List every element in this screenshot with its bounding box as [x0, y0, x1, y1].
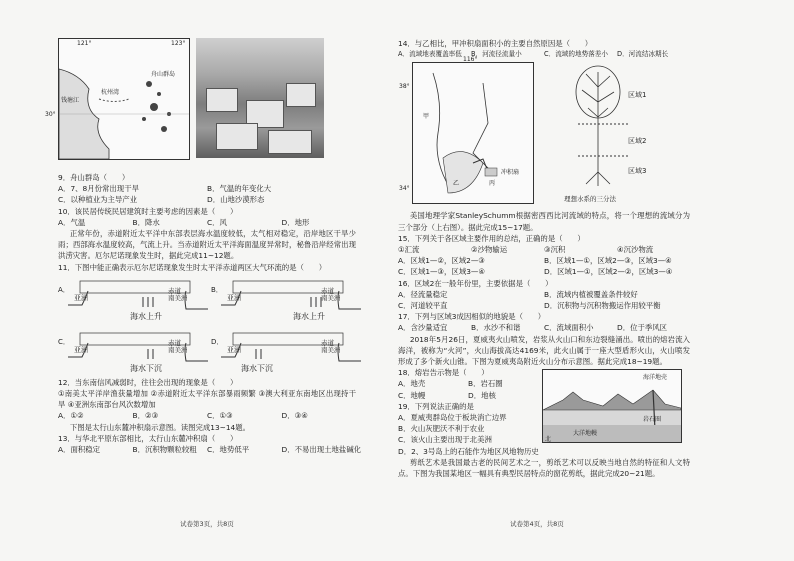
passage-11-12: 正常年份，赤道附近太平洋中东部表层海水温度较低，太气相对稳定，沿岸地区干旱少雨；西部海水温度较高，气流上升。当赤道附近太平洋海面温度异常时，秘鲁沿岸经常出现洪涝灾害。厄尔尼诺现象发生时，据此完成11~12题。	[58, 229, 356, 261]
diagram-d-label: D．	[211, 337, 224, 346]
q13-option-b[interactable]: B．沉积物颗粒较粗	[132, 445, 197, 455]
question-12: 12．当东南信风减弱时，往往会出现的现象是（ ）	[58, 377, 238, 387]
q17-option-a[interactable]: A．含沙量适宜	[398, 323, 448, 333]
q9-option-c[interactable]: C．以种植业为主导产业	[58, 195, 138, 205]
diagram-d-asia: 亚洲	[227, 345, 241, 354]
q18-option-a[interactable]: A．地壳	[398, 379, 426, 389]
question-16: 16．区域2在一般年份里，主要依据是（ ）	[398, 278, 553, 288]
q10-option-b[interactable]: B．降水	[132, 217, 160, 227]
q15-option-d[interactable]: D．区域1—①，区域2—②，区域3—④	[544, 267, 673, 277]
q18-options-2	[398, 390, 538, 401]
question-10: 10．该民居传统民居建筑时主要考虑的因素是（ ）	[58, 206, 238, 216]
q14-option-d[interactable]: D．河流结冰期长	[617, 50, 669, 59]
q16-option-c[interactable]: C．河道较平直	[398, 301, 448, 311]
question-15: 15．下列关于各区域主要作用的总结，正确的是（ ）	[398, 233, 585, 243]
left-page-footer: 试卷第3页，共8页	[180, 520, 234, 528]
q10-option-a[interactable]: A．气温	[58, 217, 86, 227]
right-page-footer: 试卷第4页，共8页	[510, 520, 564, 528]
diagram-c-america: 赤道 南美洲	[168, 338, 188, 354]
diagram-a-label: A．	[58, 285, 70, 294]
hawaii-volcano-diagram	[542, 369, 682, 443]
city-label: 钱塘江	[61, 97, 80, 104]
passage-15-17: 美国地理学家StanleySchumm根据密西西比河流域的特点，将一个理想的流域分为三个部分（上右图）。据此完成15~17题。	[398, 211, 690, 232]
zone-1-label: 区域1	[628, 91, 647, 100]
map-label-bing: 丙	[489, 180, 496, 188]
q14-option-a[interactable]: A．流域地表覆盖率低	[398, 50, 462, 59]
q15-option-a[interactable]: A．区域1—②，区域2—③	[398, 256, 485, 266]
q19-option-c[interactable]: C．该火山主要出现于北美洲	[398, 435, 492, 445]
q9-option-a[interactable]: A．7、8月份常出现干旱	[58, 184, 139, 194]
volc-label-north: 北	[545, 436, 552, 444]
stone-house-photo	[196, 38, 324, 158]
diagram-b-sea: 海水上升	[293, 311, 325, 321]
map-label-jia: 甲	[423, 113, 430, 121]
q14-option-c[interactable]: C．流域的地势落差小	[544, 50, 608, 59]
figures-row	[398, 56, 690, 210]
question-14: 14．与乙相比，甲冲积扇面积小的主要自然原因是（ ）	[398, 39, 593, 48]
passage-13-14: 下图是太行山东麓冲积扇示意图。读图完成13~14题。	[69, 422, 251, 432]
q17-option-c[interactable]: C．流域面积小	[544, 323, 594, 333]
q15-items	[398, 244, 690, 255]
q12-option-a[interactable]: A．①②	[58, 411, 84, 421]
q15-item-2: ②沙物输运	[471, 245, 508, 255]
q18-options-1	[398, 378, 538, 389]
q10-option-d[interactable]: D．地形	[281, 217, 310, 227]
diagram-b-asia: 亚洲	[227, 293, 241, 302]
circulation-option-a[interactable]	[58, 275, 203, 323]
q16-options-2	[398, 300, 690, 311]
question-18: 18．熔岩告示物是（ ）	[398, 368, 489, 378]
q12-options	[58, 410, 356, 421]
map-label-yi: 乙	[453, 180, 460, 188]
q14-options	[398, 49, 690, 60]
q15-options-1	[398, 255, 690, 266]
passage-20-21: 剪纸艺术是我国最古老的民间艺术之一，剪纸艺术可以反映当地自然的特征和人文特点。下图为我国某地区一幅具有典型民居特点的窗花剪纸，据此完成20~21题。	[398, 457, 690, 479]
q10-option-c[interactable]: C．风	[207, 217, 227, 227]
question-13: 13．与华北平原东部相比，太行山东麓冲积扇（ ）	[58, 433, 238, 443]
volc-label-2: 岩石圈	[643, 416, 662, 424]
circulation-option-b[interactable]	[211, 275, 356, 323]
q9-options-2	[58, 194, 356, 205]
q18-option-d[interactable]: D．地核	[468, 390, 496, 400]
q19-option-a[interactable]: A．夏威夷群岛位于板块消亡边界	[398, 413, 507, 423]
right-column	[398, 38, 690, 479]
diagram-d-america: 赤道 南美洲	[321, 338, 341, 354]
diagram-c-label: C．	[58, 337, 70, 346]
q15-item-1: ①汇流	[398, 245, 420, 255]
islands-label: 舟山群岛	[151, 71, 176, 78]
q15-options-2	[398, 266, 690, 277]
drainage-tree-drawing	[558, 62, 678, 192]
q12-option-b[interactable]: B．②③	[132, 411, 159, 421]
q13-option-d[interactable]: D．不易出现土地盐碱化	[281, 445, 362, 455]
q17-options	[398, 322, 690, 333]
diagram-c-sea: 海水下沉	[130, 363, 162, 373]
zone-3-label: 区域3	[628, 167, 647, 176]
map-lat-2: 34°	[399, 185, 410, 193]
q13-option-c[interactable]: C．地势低平	[207, 445, 250, 455]
diagram-b-america: 赤道 南美洲	[321, 286, 341, 302]
q16-options-1	[398, 289, 690, 300]
alluvial-fan-map	[399, 56, 534, 204]
map-legend: 冲积扇	[501, 169, 520, 177]
q19-option-b[interactable]: B．火山灰肥沃不利于农业	[398, 424, 485, 434]
alluvial-fan-drawing	[413, 63, 533, 203]
q15-option-c[interactable]: C．区域1—③，区域3—④	[398, 267, 485, 277]
q13-options	[58, 444, 362, 455]
zone-2-label: 区域2	[628, 137, 647, 146]
volc-label-3: 大洋地幔	[573, 430, 598, 438]
q12-statements: ①南美太平洋岸渔获量增加 ②赤道附近太平洋东部暴雨频繁 ③澳大利亚东南地区出现持干旱 ④亚洲东南部台风次数增加	[58, 389, 356, 410]
lon-label-1: 121°	[77, 40, 92, 47]
diagram-a-asia: 亚洲	[74, 293, 88, 302]
lat-label: 30°	[45, 111, 56, 118]
question-17: 17．下列与区域3成因相似的地貌是（ ）	[398, 312, 546, 322]
diagram-title: 理想水系的三分法	[564, 195, 616, 204]
q18-19-block	[398, 367, 690, 457]
q13-option-a[interactable]: A．面积稳定	[58, 445, 101, 455]
map-lat-1: 38°	[399, 83, 410, 91]
q15-item-4: ④沉沙物流	[617, 245, 654, 255]
diagram-b-label: B．	[211, 285, 223, 294]
diagram-a-america: 赤道 南美洲	[168, 286, 188, 302]
volc-label-1: 海洋地壳	[643, 374, 668, 382]
question-19: 19．下列说法正确的是	[398, 401, 474, 411]
q18-option-b[interactable]: B．岩石圈	[468, 379, 503, 389]
passage-18-19: 2018年5月26日，夏威夷火山喷发，岩浆从火山口和东边裂缝涌出。喷出的熔岩流入海洋，被称为“火河”，火山海拔高达4169米，此火山属于一座大型盾形火山，火山喷发形成了多个新火山锥。下图为夏威夷岛附近火山分布示意图。据此完成18~19题。	[398, 334, 690, 367]
q16-option-b[interactable]: B．流域内植被覆盖条件较好	[544, 289, 638, 299]
q14-option-b[interactable]: B．河流径流量小	[471, 50, 522, 59]
q12-option-d[interactable]: D．③④	[281, 411, 308, 421]
q15-item-3: ③沉积	[544, 245, 566, 255]
q17-option-b[interactable]: B．水沙不和谐	[471, 323, 521, 333]
q16-option-a[interactable]: A．径流量稳定	[398, 289, 448, 299]
q19-option-d[interactable]: D．2、3号岛上的石能作为地区风地物历史	[398, 446, 539, 456]
circulation-option-c[interactable]	[58, 327, 203, 375]
q18-19-text	[398, 367, 538, 457]
q9-option-b[interactable]: B．气温的年变化大	[207, 184, 272, 194]
map-lon: 116°	[463, 56, 478, 64]
q9-option-d[interactable]: D．山地沙漠形态	[207, 195, 265, 205]
ideal-drainage-diagram	[558, 62, 688, 202]
diagram-c-asia: 亚洲	[74, 345, 88, 354]
q18-option-c[interactable]: C．地幔	[398, 390, 426, 400]
diagram-d-sea: 海水下沉	[241, 363, 273, 373]
diagram-a-sea: 海水上升	[130, 311, 162, 321]
q9-options	[58, 183, 356, 194]
bay-label: 杭州湾	[101, 89, 120, 96]
left-column	[45, 38, 362, 455]
question-11: 11．下图中能正确表示厄尔尼诺现象发生时太平洋赤道两区大气环流的是（ ）	[58, 262, 327, 272]
circulation-option-d[interactable]	[211, 327, 356, 375]
q10-options	[58, 217, 356, 228]
q12-option-c[interactable]: C．①③	[207, 411, 233, 421]
q17-option-d[interactable]: D．位于季风区	[617, 323, 668, 333]
lon-label-2: 123°	[171, 40, 186, 47]
circulation-diagrams	[58, 273, 356, 377]
q15-option-b[interactable]: B．区域1—①，区域2—③，区域3—④	[544, 256, 672, 266]
q16-option-d[interactable]: D．沉积物与沉积物搬运作用较平衡	[544, 301, 661, 311]
question-9: 9．舟山群岛（ ）	[58, 173, 130, 182]
zhoushan-map	[45, 38, 190, 160]
